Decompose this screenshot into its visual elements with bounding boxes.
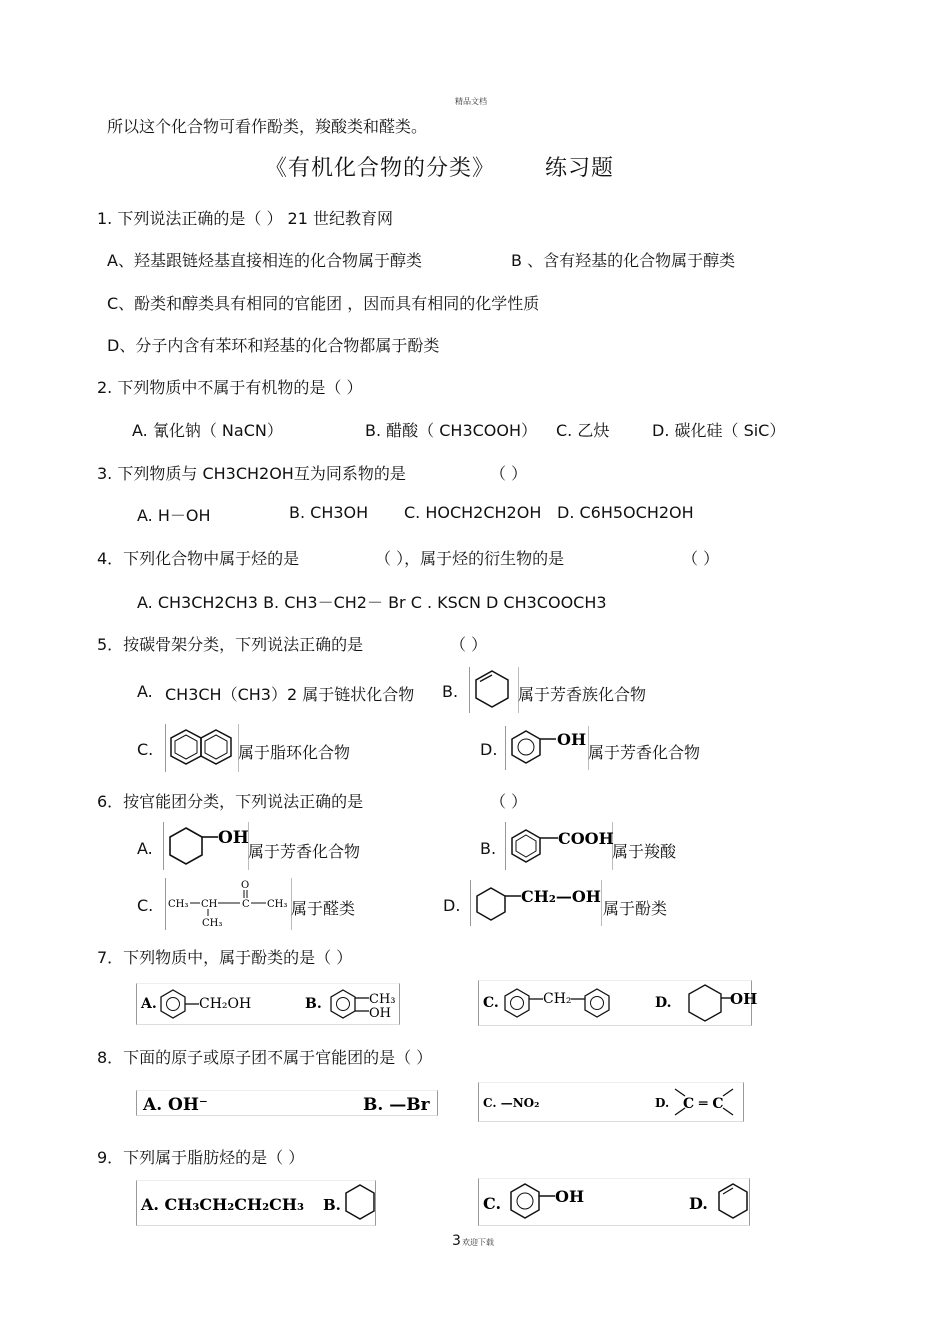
c-label: C xyxy=(242,899,250,910)
intro-line: 所以这个化合物可看作酚类，羧酸类和醛类。 xyxy=(107,117,428,136)
q7-d-label: D. xyxy=(655,995,672,1011)
ketone-structure-icon xyxy=(166,878,291,930)
q4-options: A. CH3CH2CH3 B. CH3－CH2－ Br C . KSCN D CH3COOCH3 xyxy=(137,593,607,612)
q1-option-b: B 、含有羟基的化合物属于醇类 xyxy=(511,251,736,270)
q4-paren-1: （ ），属于烃的衍生物的是 xyxy=(375,549,565,568)
q1-option-a: A、羟基跟链烃基直接相连的化合物属于醇类 xyxy=(107,251,422,270)
q8-a-text: A. OH⁻ xyxy=(143,1095,208,1115)
footer-text: 欢迎下载 xyxy=(462,1238,494,1247)
q1-option-d: D、分子内含有苯环和羟基的化合物都属于酚类 xyxy=(107,336,440,355)
q5-paren: （ ） xyxy=(450,635,488,654)
q9-stem: 9．下列属于脂肪烃的是（ ） xyxy=(97,1148,305,1167)
q9-c-label: C. xyxy=(483,1194,502,1213)
q9-a-text: A. CH₃CH₂CH₂CH₃ xyxy=(141,1195,304,1214)
q8-right-panel xyxy=(478,1082,744,1122)
page-title: 《有机化合物的分类》 xyxy=(265,156,496,181)
q5-b-text: 属于芳香族化合物 xyxy=(518,685,647,704)
benzoic-acid-structure-icon xyxy=(506,822,612,870)
o-label: O xyxy=(241,880,250,891)
q7-a-label: A. xyxy=(141,996,157,1012)
q9-left-structures xyxy=(137,1181,375,1225)
q6-paren: （ ） xyxy=(490,792,528,811)
q5-a-text: CH3CH（CH3）2 属于链状化合物 xyxy=(165,685,415,704)
q3-option-d: D. C6H5OCH2OH xyxy=(557,503,694,522)
oh-label: OH xyxy=(555,1187,585,1206)
q6-d-text: 属于酚类 xyxy=(603,899,668,918)
ch-label: CH xyxy=(201,899,218,910)
q7-stem: 7．下列物质中，属于酚类的是（ ） xyxy=(97,948,353,967)
ch3-label: CH₃ xyxy=(202,918,223,929)
phenol-structure-icon xyxy=(506,726,588,770)
q9-right-structures xyxy=(479,1179,749,1225)
q4-paren-2: （ ） xyxy=(682,549,720,568)
q6-a-label: A. xyxy=(137,839,153,858)
q5-d-text: 属于芳香化合物 xyxy=(588,743,701,762)
q6-d-structure xyxy=(470,880,602,926)
q9-left-panel xyxy=(136,1180,376,1226)
q8-stem: 8．下面的原子或原子团不属于官能团的是（ ） xyxy=(97,1048,433,1067)
watermark: 精品文档 xyxy=(455,97,487,106)
q2-option-d: D. 碳化硅（ SiC） xyxy=(652,421,786,440)
q6-c-text: 属于醛类 xyxy=(291,899,356,918)
q4-stem: 4．下列化合物中属于烃的是 xyxy=(97,549,300,568)
q7-right-structures xyxy=(479,981,758,1025)
q7-b-label: B. xyxy=(305,996,322,1012)
q5-d-structure xyxy=(505,726,589,770)
ch2oh-label: CH₂OH xyxy=(199,996,252,1012)
q5-d-label: D. xyxy=(480,740,498,759)
oh-label: OH xyxy=(218,828,249,848)
ch2-oh-label: CH₂—OH xyxy=(521,887,601,906)
naphthalene-ring-icon xyxy=(166,724,238,772)
cooh-label: COOH xyxy=(558,829,614,848)
page-subtitle: 练习题 xyxy=(545,156,615,181)
cyclohexadiene-ring-icon xyxy=(470,667,518,713)
q5-c-text: 属于脂环化合物 xyxy=(238,743,351,762)
q8-d-label: D. xyxy=(655,1096,670,1110)
q5-a-label: A. xyxy=(137,682,153,701)
q6-a-structure xyxy=(163,822,249,870)
q8-b-text: B. —Br xyxy=(363,1095,430,1115)
q1-stem: 1. 下列说法正确的是（ ） 21 世纪教育网 xyxy=(97,209,393,228)
ch2-label: CH₂ xyxy=(543,991,572,1007)
q8-left-panel xyxy=(136,1090,438,1116)
q6-b-text: 属于羧酸 xyxy=(612,842,677,861)
q6-b-structure xyxy=(505,822,613,870)
q2-stem: 2. 下列物质中不属于有机物的是（ ） xyxy=(97,378,363,397)
q3-stem: 3. 下列物质与 CH3CH2OH互为同系物的是 xyxy=(97,464,406,483)
q8-left-groups xyxy=(137,1091,437,1115)
q6-d-label: D. xyxy=(443,896,461,915)
q6-c-label: C. xyxy=(137,896,154,915)
oh-label: OH xyxy=(730,990,758,1008)
q6-stem: 6．按官能团分类，下列说法正确的是 xyxy=(97,792,364,811)
q6-c-structure xyxy=(165,878,292,930)
q9-d-label: D. xyxy=(689,1194,708,1213)
q5-c-structure xyxy=(165,724,239,772)
ch3-label: CH₃ xyxy=(369,992,396,1007)
q5-b-structure xyxy=(469,667,519,713)
q9-b-label: B. xyxy=(323,1196,341,1214)
q2-option-c: C. 乙炔 xyxy=(556,421,610,440)
double-bond-label: C ═ C xyxy=(683,1096,724,1112)
q7-c-label: C. xyxy=(483,995,499,1011)
q3-option-a: A. H－OH xyxy=(137,506,211,525)
oh-label: OH xyxy=(557,730,587,749)
q3-option-c: C. HOCH2CH2OH xyxy=(404,503,542,522)
q1-option-c: C、酚类和醇类具有相同的官能团 ，因而具有相同的化学性质 xyxy=(107,294,540,313)
q7-left-panel xyxy=(136,983,400,1025)
q5-c-label: C. xyxy=(137,740,154,759)
q9-right-panel xyxy=(478,1178,750,1226)
q8-c-text: C. —NO₂ xyxy=(483,1096,540,1110)
ch3-label: CH₃ xyxy=(168,899,189,910)
q2-option-a: A. 氰化钠（ NaCN） xyxy=(132,421,283,440)
q5-stem: 5．按碳骨架分类，下列说法正确的是 xyxy=(97,635,364,654)
q8-right-groups xyxy=(479,1083,743,1121)
q5-b-label: B. xyxy=(442,682,459,701)
benzyl-alcohol-structure-icon xyxy=(471,880,601,926)
q6-b-label: B. xyxy=(480,839,497,858)
q2-option-b: B. 醋酸（ CH3COOH） xyxy=(365,421,538,440)
oh-label: OH xyxy=(369,1006,391,1021)
ch3-label: CH₃ xyxy=(267,899,288,910)
q6-a-text: 属于芳香化合物 xyxy=(248,842,361,861)
q7-left-structures xyxy=(137,984,399,1024)
page-number: 3 xyxy=(452,1233,461,1249)
cyclohexanol-structure-icon xyxy=(164,822,248,870)
q3-paren: （ ） xyxy=(490,464,528,483)
q7-right-panel xyxy=(478,980,758,1026)
q3-option-b: B. CH3OH xyxy=(289,503,369,522)
